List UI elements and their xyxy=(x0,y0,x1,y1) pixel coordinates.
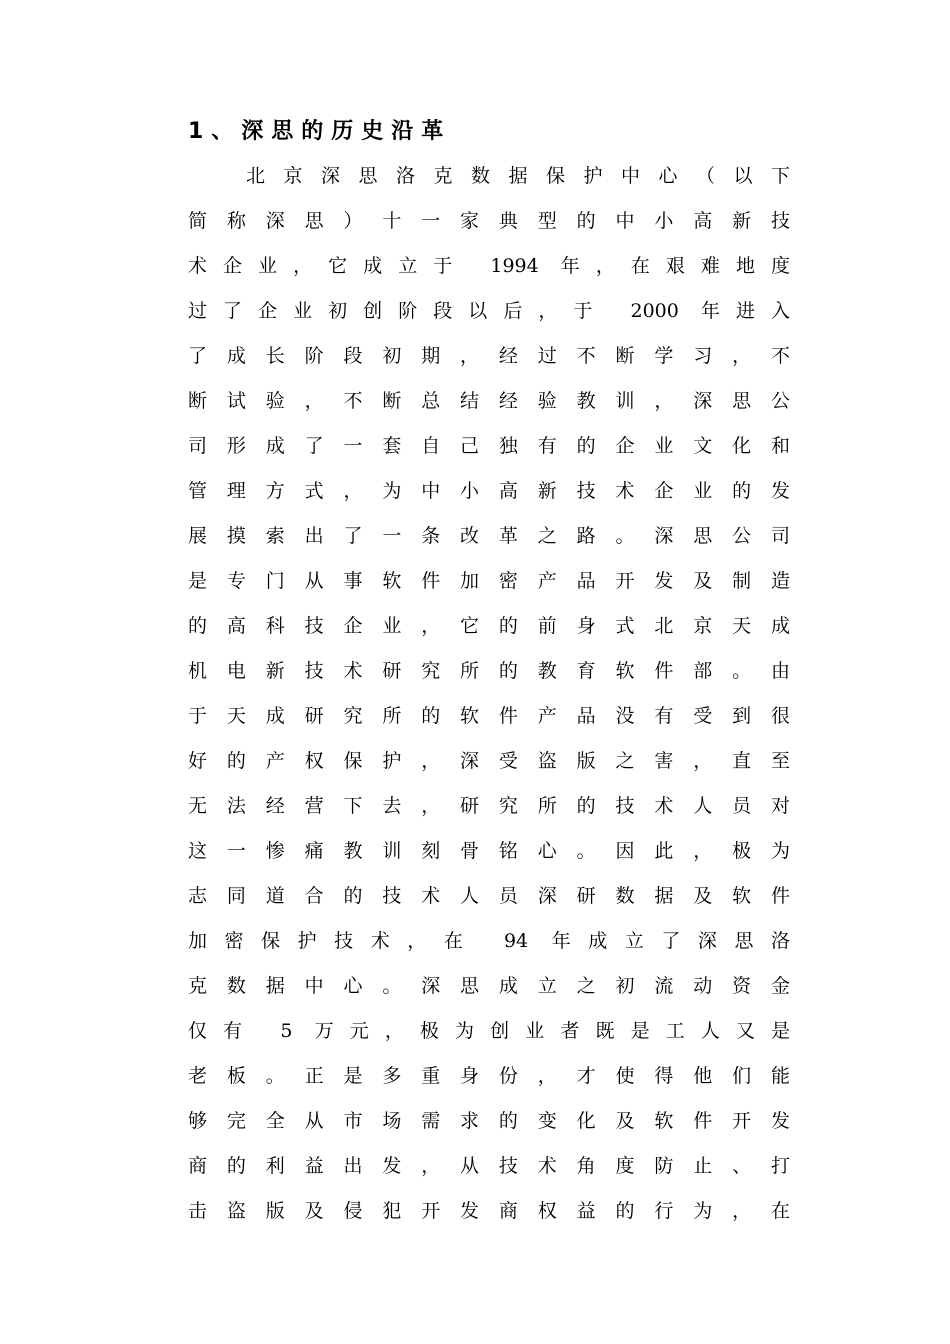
text-line: 加密保护技术，在 94 年成立了深思洛 xyxy=(188,930,790,952)
text-line: 好的产权保护，深受盗版之害，直至 xyxy=(188,750,790,772)
text-line: 北京深思洛克数据保护中心（以下 xyxy=(246,165,790,187)
text-line: 于天成研究所的软件产品没有受到很 xyxy=(188,705,790,727)
text-line: 够完全从市场需求的变化及软件开发 xyxy=(188,1110,790,1132)
text-line: 无法经营下去，研究所的技术人员对 xyxy=(188,795,790,817)
text-line: 老板。正是多重身份，才使得他们能 xyxy=(188,1065,790,1087)
section-heading: 1、深思的历史沿革 xyxy=(188,119,452,144)
text-line: 这一惨痛教训刻骨铭心。因此，极为 xyxy=(188,840,790,862)
text-line: 商的利益出发，从技术角度防止、打 xyxy=(188,1155,790,1177)
text-line: 志同道合的技术人员深研数据及软件 xyxy=(188,885,790,907)
text-line: 术企业，它成立于 1994 年，在艰难地度 xyxy=(188,255,790,277)
text-line: 是专门从事软件加密产品开发及制造 xyxy=(188,570,790,592)
text-line: 的高科技企业，它的前身式北京天成 xyxy=(188,615,790,637)
text-line: 过了企业初创阶段以后，于 2000 年进入 xyxy=(188,300,790,322)
text-line: 仅有 5 万元，极为创业者既是工人又是 xyxy=(188,1020,790,1042)
body-text xyxy=(188,154,790,1234)
text-line: 断试验，不断总结经验教训，深思公 xyxy=(188,390,790,412)
text-line: 简称深思）十一家典型的中小高新技 xyxy=(188,210,790,232)
text-line: 管理方式，为中小高新技术企业的发 xyxy=(188,480,790,502)
text-line: 克数据中心。深思成立之初流动资金 xyxy=(188,975,790,997)
text-line: 司形成了一套自己独有的企业文化和 xyxy=(188,435,790,457)
text-line: 了成长阶段初期，经过不断学习，不 xyxy=(188,345,790,367)
text-line: 机电新技术研究所的教育软件部。由 xyxy=(188,660,790,682)
text-line: 展摸索出了一条改革之路。深思公司 xyxy=(188,525,790,547)
text-line: 击盗版及侵犯开发商权益的行为，在 xyxy=(188,1200,790,1222)
